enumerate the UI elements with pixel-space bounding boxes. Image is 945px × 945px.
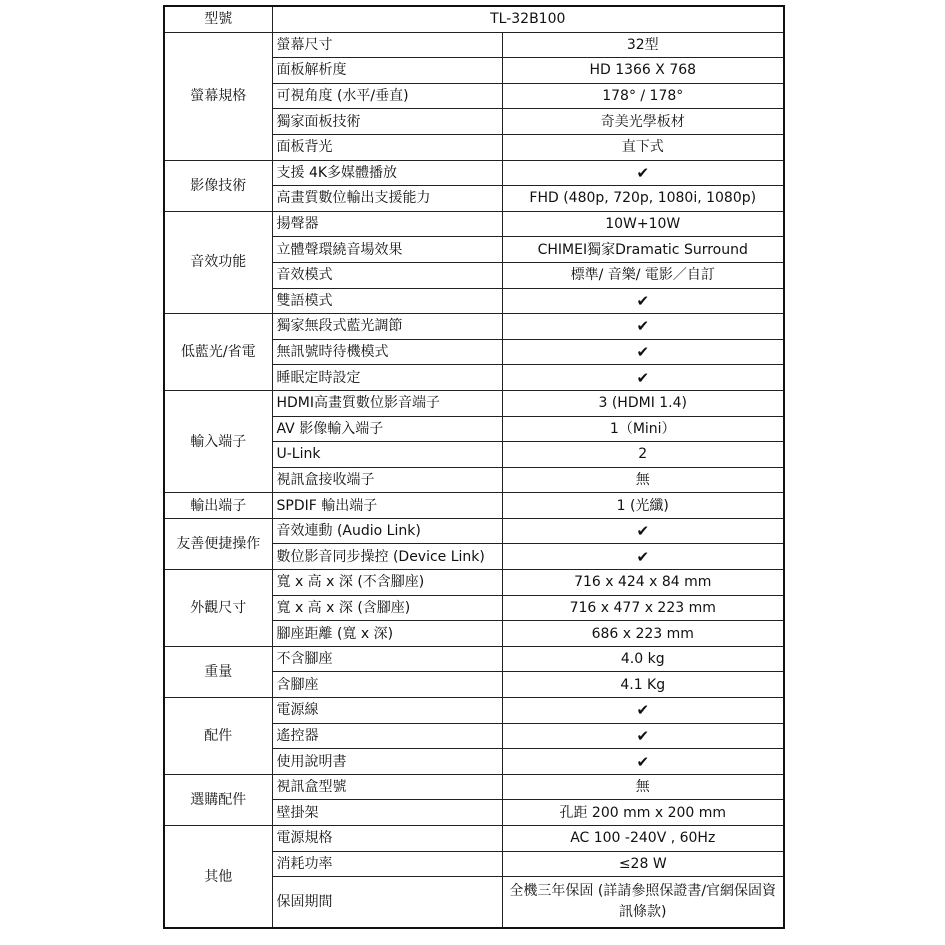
spec-item-label: 電源線 — [272, 698, 502, 724]
spec-row — [164, 826, 784, 852]
spec-item-label: 獨家無段式藍光調節 — [272, 314, 502, 340]
category-label: 螢幕規格 — [164, 32, 272, 160]
category-label: 音效功能 — [164, 211, 272, 313]
spec-table — [163, 5, 785, 929]
spec-item-value: HD 1366 X 768 — [502, 58, 784, 84]
spec-item-label: 含腳座 — [272, 672, 502, 698]
spec-row — [164, 698, 784, 724]
spec-item-value: 1 (光纖) — [502, 493, 784, 519]
spec-item-value: AC 100 -240V , 60Hz — [502, 826, 784, 852]
spec-item-label: AV 影像輸入端子 — [272, 416, 502, 442]
spec-item-value: 3 (HDMI 1.4) — [502, 390, 784, 416]
spec-item-value: ≤28 W — [502, 851, 784, 877]
spec-item-value: 無 — [502, 774, 784, 800]
spec-item-value: 32型 — [502, 32, 784, 58]
spec-item-value: 10W+10W — [502, 211, 784, 237]
category-label: 低藍光/省電 — [164, 314, 272, 391]
spec-item-label: 使用說明書 — [272, 749, 502, 775]
spec-item-label: 音效模式 — [272, 262, 502, 288]
spec-item-label: 立體聲環繞音場效果 — [272, 237, 502, 263]
spec-row — [164, 211, 784, 237]
checkmark-icon: ✔ — [502, 544, 784, 570]
category-label: 外觀尺寸 — [164, 570, 272, 647]
checkmark-icon: ✔ — [502, 518, 784, 544]
spec-item-label: 消耗功率 — [272, 851, 502, 877]
spec-item-label: 保固期間 — [272, 877, 502, 929]
spec-item-value: 全機三年保固 (詳請參照保證書/官網保固資訊條款) — [502, 877, 784, 929]
checkmark-icon: ✔ — [502, 314, 784, 340]
spec-item-label: 睡眠定時設定 — [272, 365, 502, 391]
checkmark-icon: ✔ — [502, 365, 784, 391]
spec-row — [164, 646, 784, 672]
spec-item-label: 遙控器 — [272, 723, 502, 749]
model-row — [164, 6, 784, 32]
spec-row — [164, 314, 784, 340]
spec-item-value: 無 — [502, 467, 784, 493]
spec-item-value: 2 — [502, 442, 784, 468]
spec-item-value: FHD (480p, 720p, 1080i, 1080p) — [502, 186, 784, 212]
checkmark-icon: ✔ — [502, 749, 784, 775]
category-label: 配件 — [164, 698, 272, 775]
spec-row — [164, 160, 784, 186]
spec-item-label: 數位影音同步操控 (Device Link) — [272, 544, 502, 570]
model-value: TL-32B100 — [272, 6, 784, 32]
spec-row — [164, 493, 784, 519]
spec-row — [164, 518, 784, 544]
category-label: 友善便捷操作 — [164, 518, 272, 569]
spec-item-value: 1（Mini） — [502, 416, 784, 442]
spec-row — [164, 774, 784, 800]
model-label: 型號 — [164, 6, 272, 32]
checkmark-icon: ✔ — [502, 288, 784, 314]
checkmark-icon: ✔ — [502, 339, 784, 365]
checkmark-icon: ✔ — [502, 160, 784, 186]
checkmark-icon: ✔ — [502, 698, 784, 724]
spec-item-value: 奇美光學板材 — [502, 109, 784, 135]
spec-item-label: 雙語模式 — [272, 288, 502, 314]
spec-item-value: 4.0 kg — [502, 646, 784, 672]
spec-item-value: 686 x 223 mm — [502, 621, 784, 647]
spec-item-label: U-Link — [272, 442, 502, 468]
spec-item-label: 寬 x 高 x 深 (含腳座) — [272, 595, 502, 621]
spec-item-label: 無訊號時待機模式 — [272, 339, 502, 365]
spec-row — [164, 32, 784, 58]
category-label: 選購配件 — [164, 774, 272, 825]
spec-item-value: 716 x 477 x 223 mm — [502, 595, 784, 621]
category-label: 輸出端子 — [164, 493, 272, 519]
spec-item-label: 可視角度 (水平/垂直) — [272, 83, 502, 109]
spec-item-label: 螢幕尺寸 — [272, 32, 502, 58]
spec-item-label: 壁掛架 — [272, 800, 502, 826]
spec-item-label: 面板背光 — [272, 134, 502, 160]
spec-item-label: 高畫質數位輸出支援能力 — [272, 186, 502, 212]
spec-item-value: 178° / 178° — [502, 83, 784, 109]
spec-row — [164, 570, 784, 596]
spec-item-label: 腳座距離 (寬 x 深) — [272, 621, 502, 647]
spec-item-label: 面板解析度 — [272, 58, 502, 84]
spec-item-label: SPDIF 輸出端子 — [272, 493, 502, 519]
spec-item-label: 支援 4K多媒體播放 — [272, 160, 502, 186]
spec-item-label: 寬 x 高 x 深 (不含腳座) — [272, 570, 502, 596]
spec-item-value: CHIMEI獨家Dramatic Surround — [502, 237, 784, 263]
spec-item-label: 視訊盒型號 — [272, 774, 502, 800]
category-label: 影像技術 — [164, 160, 272, 211]
spec-item-label: 不含腳座 — [272, 646, 502, 672]
category-label: 輸入端子 — [164, 390, 272, 492]
category-label: 重量 — [164, 646, 272, 697]
spec-item-label: 獨家面板技術 — [272, 109, 502, 135]
spec-row — [164, 390, 784, 416]
spec-item-label: 揚聲器 — [272, 211, 502, 237]
spec-item-value: 716 x 424 x 84 mm — [502, 570, 784, 596]
category-label: 其他 — [164, 826, 272, 929]
spec-item-label: 音效連動 (Audio Link) — [272, 518, 502, 544]
spec-item-value: 直下式 — [502, 134, 784, 160]
spec-item-label: 電源規格 — [272, 826, 502, 852]
spec-item-label: 視訊盒接收端子 — [272, 467, 502, 493]
spec-item-value: 標準/ 音樂/ 電影／自訂 — [502, 262, 784, 288]
spec-table-body — [164, 6, 784, 928]
spec-item-value: 4.1 Kg — [502, 672, 784, 698]
spec-item-value: 孔距 200 mm x 200 mm — [502, 800, 784, 826]
checkmark-icon: ✔ — [502, 723, 784, 749]
spec-item-label: HDMI高畫質數位影音端子 — [272, 390, 502, 416]
